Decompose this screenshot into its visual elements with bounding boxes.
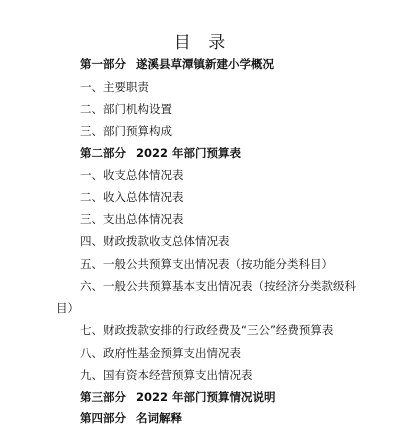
- toc-item: 二、收入总体情况表: [80, 190, 184, 204]
- part-label: 第二部分: [80, 146, 126, 160]
- toc-item: 七、财政拨款安排的行政经费及“三公”经费预算表: [80, 323, 334, 337]
- toc-item: 八、政府性基金预算支出情况表: [80, 346, 241, 360]
- toc-item: 二、部门机构设置: [80, 102, 172, 116]
- page-title: 目 录: [173, 33, 232, 53]
- toc-item: 一、收支总体情况表: [80, 168, 184, 182]
- part-name: 2022 年部门预算表: [136, 146, 242, 160]
- part-label: 第一部分: [80, 57, 126, 71]
- part-label: 第四部分: [80, 411, 126, 425]
- part-name: 遂溪县草潭镇新建小学概况: [136, 57, 274, 71]
- part-4-heading: [80, 411, 182, 425]
- toc-item: 三、支出总体情况表: [80, 212, 184, 226]
- part-name: 2022 年部门预算情况说明: [136, 390, 276, 404]
- toc-item: 九、国有资本经营预算支出情况表: [80, 368, 253, 382]
- toc-item: 六、一般公共预算基本支出情况表（按经济分类款级科: [80, 279, 356, 293]
- part-2-heading: [80, 146, 241, 160]
- part-3-heading: [80, 390, 276, 404]
- part-1-heading: [80, 57, 274, 71]
- toc-item: 五、一般公共预算支出情况表（按功能分类科目）: [80, 257, 333, 271]
- toc-item: 三、部门预算构成: [80, 124, 172, 138]
- part-label: 第三部分: [80, 390, 126, 404]
- toc-item: 一、主要职责: [80, 80, 149, 94]
- toc-item: 四、财政拨款收支总体情况表: [80, 234, 230, 248]
- part-name: 名词解释: [136, 411, 182, 425]
- toc-item-continuation: 目）: [56, 301, 79, 315]
